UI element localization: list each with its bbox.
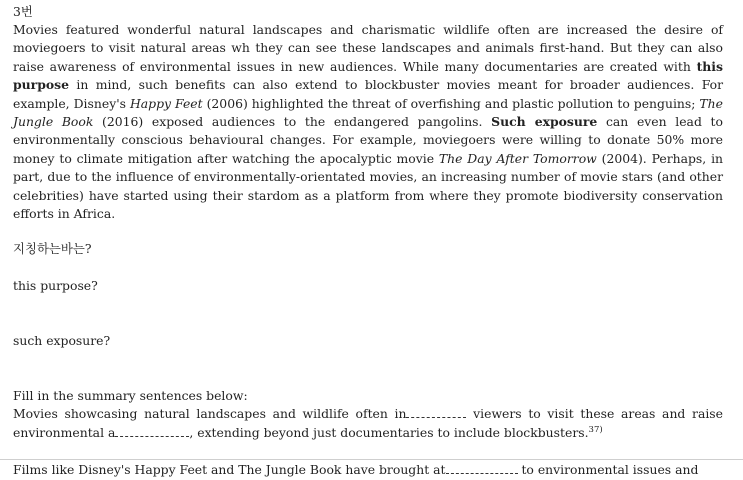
highlight-this-purpose: this purpose: [13, 58, 723, 93]
summary-text: Movies showcasing natural landscapes and wildlife often in: [13, 406, 407, 422]
summary-text: , extending beyond just documentaries to include blockbusters.: [189, 424, 589, 440]
worksheet: [13, 3, 723, 480]
answer-blank[interactable]: [446, 461, 518, 474]
passage-text: in mind, such benefits can also extend to blockbuster movies meant for broader audiences. For example, Disney's: [13, 77, 723, 111]
summary-text: to environmental issues and: [517, 462, 699, 478]
reference-question-such-exposure: such exposure?: [13, 333, 111, 349]
summary-text: Films like Disney's Happy Feet and The Jungle Book have brought at: [13, 462, 446, 478]
movie-title-happy-feet: Happy Feet: [129, 95, 203, 111]
movie-title-jungle-book: The Jungle Book: [13, 95, 723, 130]
summary-text: viewers to visit these areas and raise environmental a: [13, 406, 723, 440]
passage-text: (2006) highlighted the threat of overfishing and plastic pollution to penguins;: [202, 95, 700, 111]
reading-passage: [13, 21, 723, 223]
answer-blank[interactable]: [115, 424, 189, 437]
summary-sentence-2: [13, 461, 723, 479]
passage-text: (2004). Perhaps, in part, due to the influence of environmentally-orientated movies, an increasing number of movie stars (and other celebrities) have started using their stardom as a platform from where they promote biodiversity conservation efforts in Africa.: [13, 150, 724, 222]
summary-instruction: Fill in the summary sentences below:: [13, 388, 248, 404]
reference-question-this-purpose: this purpose?: [13, 278, 98, 294]
passage-text: (2016) exposed audiences to the endangered pangolins.: [93, 114, 492, 130]
page-divider: [0, 459, 743, 460]
highlight-such-exposure: Such exposure: [491, 114, 598, 130]
answer-blank[interactable]: [406, 405, 466, 418]
passage-text: can even lead to environmentally conscious behavioural changes. For example, moviegoers were willing to donate 50% more money to climate mitigation after watching the apocalyptic movie: [13, 114, 723, 166]
summary-sentence-1: [13, 405, 723, 442]
reference-prompt: 지칭하는바는?: [13, 241, 92, 257]
question-number: 3번: [13, 4, 33, 19]
passage-text: Movies featured wonderful natural landscapes and charismatic wildlife often are increased the desire of moviegoers to visit natural areas wh they can see these landscapes and animals first-hand. But they can also raise awareness of environmental issues in new audiences. While many documentaries are created with: [13, 22, 723, 74]
movie-title-day-after-tomorrow: The Day After Tomorrow: [438, 150, 597, 166]
footnote-marker: 37): [588, 424, 603, 435]
